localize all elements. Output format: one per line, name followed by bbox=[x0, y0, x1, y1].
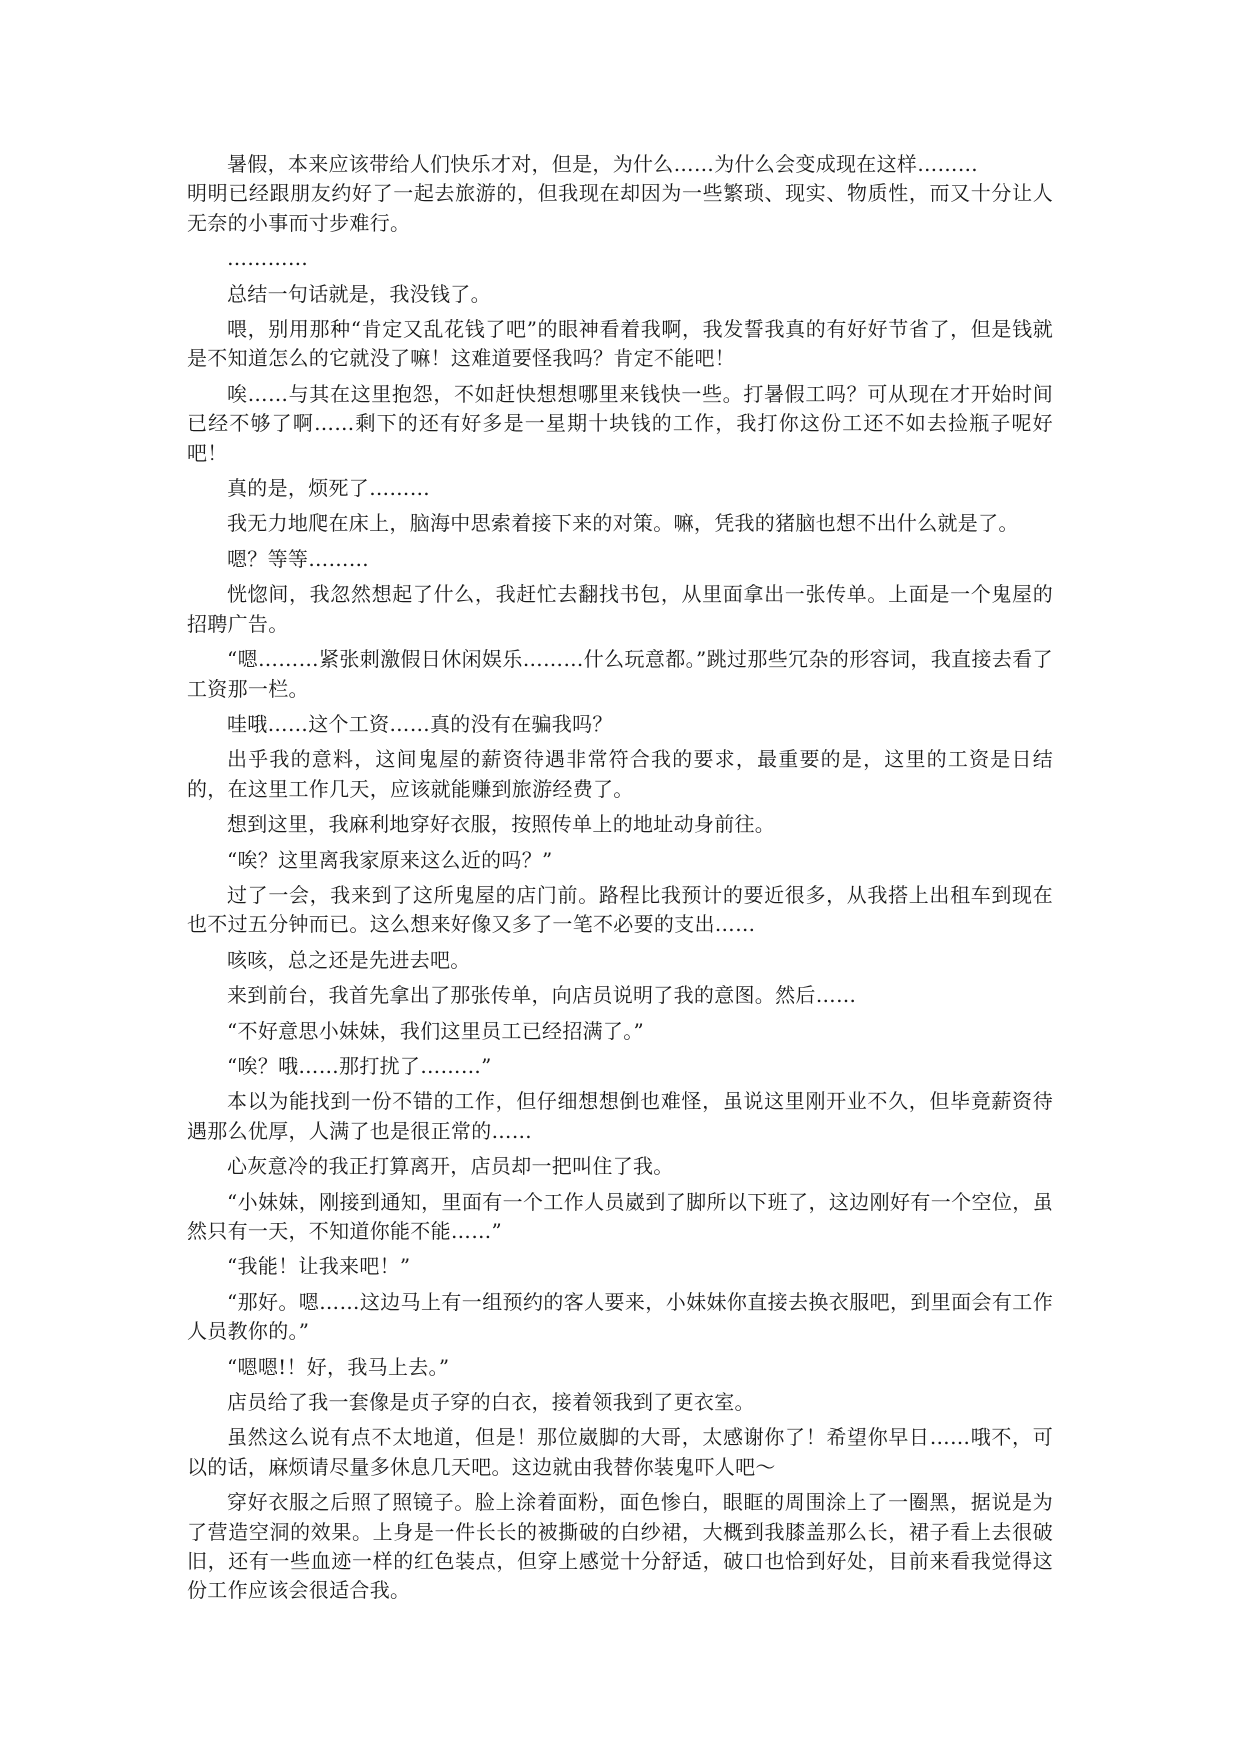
paragraph-11: “嗯………紧张刺激假日休闲娱乐………什么玩意都。”跳过那些冗杂的形容词，我直接去看了工资那一栏。 bbox=[187, 647, 1053, 701]
paragraph-8: 我无力地爬在床上，脑海中思索着接下来的对策。嘛，凭我的猪脑也想不出什么就是了。 bbox=[227, 511, 1019, 536]
paragraph-26: “嗯嗯!！好，我马上去。” bbox=[227, 1354, 450, 1379]
paragraph-2: 明明已经跟朋友约好了一起去旅游的，但我现在却因为一些繁琐、现实、物质性，而又十分让人无奈的小事而寸步难行。 bbox=[187, 181, 1053, 235]
paragraph-24: “我能！让我来吧！” bbox=[227, 1254, 411, 1279]
paragraph-19: “不好意思小妹妹，我们这里员工已经招满了。” bbox=[227, 1018, 645, 1043]
paragraph-9: 嗯？等等……… bbox=[227, 546, 370, 571]
paragraph-25: “那好。嗯……这边马上有一组预约的客人要来，小妹妹你直接去换衣服吧，到里面会有工作人员教你的。” bbox=[187, 1289, 1053, 1344]
paragraph-5: 喂，别用那种“肯定又乱花钱了吧”的眼神看着我啊，我发誓我真的有好好节省了，但是钱就是不知道怎么的它就没了嘛！这难道要怪我吗？肯定不能吧！ bbox=[187, 317, 1053, 371]
paragraph-10: 恍惚间，我忽然想起了什么，我赶忙去翻找书包，从里面拿出一张传单。上面是一个鬼屋的招聘广告。 bbox=[187, 582, 1053, 636]
paragraph-13: 出乎我的意料，这间鬼屋的薪资待遇非常符合我的要求，最重要的是，这里的工资是日结的，在这里工作几天，应该就能赚到旅游经费了。 bbox=[187, 747, 1053, 801]
paragraph-14: 想到这里，我麻利地穿好衣服，按照传单上的地址动身前往。 bbox=[227, 812, 776, 837]
paragraph-27: 店员给了我一套像是贞子穿的白衣，接着领我到了更衣室。 bbox=[227, 1390, 755, 1415]
paragraph-23: “小妹妹，刚接到通知，里面有一个工作人员崴到了脚所以下班了，这边刚好有一个空位，虽然只有一天，不知道你能不能……” bbox=[187, 1189, 1053, 1243]
paragraph-1: 暑假，本来应该带给人们快乐才对，但是，为什么……为什么会变成现在这样……… bbox=[227, 152, 979, 176]
paragraph-18: 来到前台，我首先拿出了那张传单，向店员说明了我的意图。然后…… bbox=[227, 983, 857, 1008]
paragraph-12: 哇哦……这个工资……真的没有在骗我吗？ bbox=[227, 711, 613, 736]
paragraph-20: “唉？哦……那打扰了………” bbox=[227, 1053, 492, 1078]
paragraph-22: 心灰意冷的我正打算离开，店员却一把叫住了我。 bbox=[227, 1154, 674, 1179]
document-body bbox=[187, 150, 1053, 1606]
paragraph-28: 虽然这么说有点不太地道，但是！那位崴脚的大哥，太感谢你了！希望你早日……哦不，可以的话，麻烦请尽量多休息几天吧。这边就由我替你装鬼吓人吧～ bbox=[187, 1425, 1053, 1479]
paragraph-29: 穿好衣服之后照了照镜子。脸上涂着面粉，面色惨白，眼眶的周围涂上了一圈黑，据说是为了营造空洞的效果。上身是一件长长的被撕破的白纱裙，大概到我膝盖那么长，裙子看上去很破旧，还有一些血迹一样的红色装点，但穿上感觉十分舒适，破口也恰到好处，目前来看我觉得这份工作应该会很适合我。 bbox=[187, 1490, 1053, 1603]
paragraph-15: “唉？这里离我家原来这么近的吗？” bbox=[227, 847, 553, 872]
paragraph-21: 本以为能找到一份不错的工作，但仔细想想倒也难怪，虽说这里刚开业不久，但毕竟薪资待遇那么优厚，人满了也是很正常的…… bbox=[187, 1089, 1053, 1143]
paragraph-16: 过了一会，我来到了这所鬼屋的店门前。路程比我预计的要近很多，从我搭上出租车到现在也不过五分钟而已。这么想来好像又多了一笔不必要的支出…… bbox=[187, 882, 1053, 937]
paragraph-7: 真的是，烦死了……… bbox=[227, 476, 430, 501]
paragraph-17: 咳咳，总之还是先进去吧。 bbox=[227, 947, 471, 972]
paragraph-4: 总结一句话就是，我没钱了。 bbox=[227, 281, 491, 306]
paragraph-6: 唉……与其在这里抱怨，不如赶快想想哪里来钱快一些。打暑假工吗？可从现在才开始时间已经不够了啊……剩下的还有好多是一星期十块钱的工作，我打你这份工还不如去捡瓶子呢好吧！ bbox=[187, 381, 1053, 465]
paragraph-3: ………… bbox=[227, 246, 309, 271]
